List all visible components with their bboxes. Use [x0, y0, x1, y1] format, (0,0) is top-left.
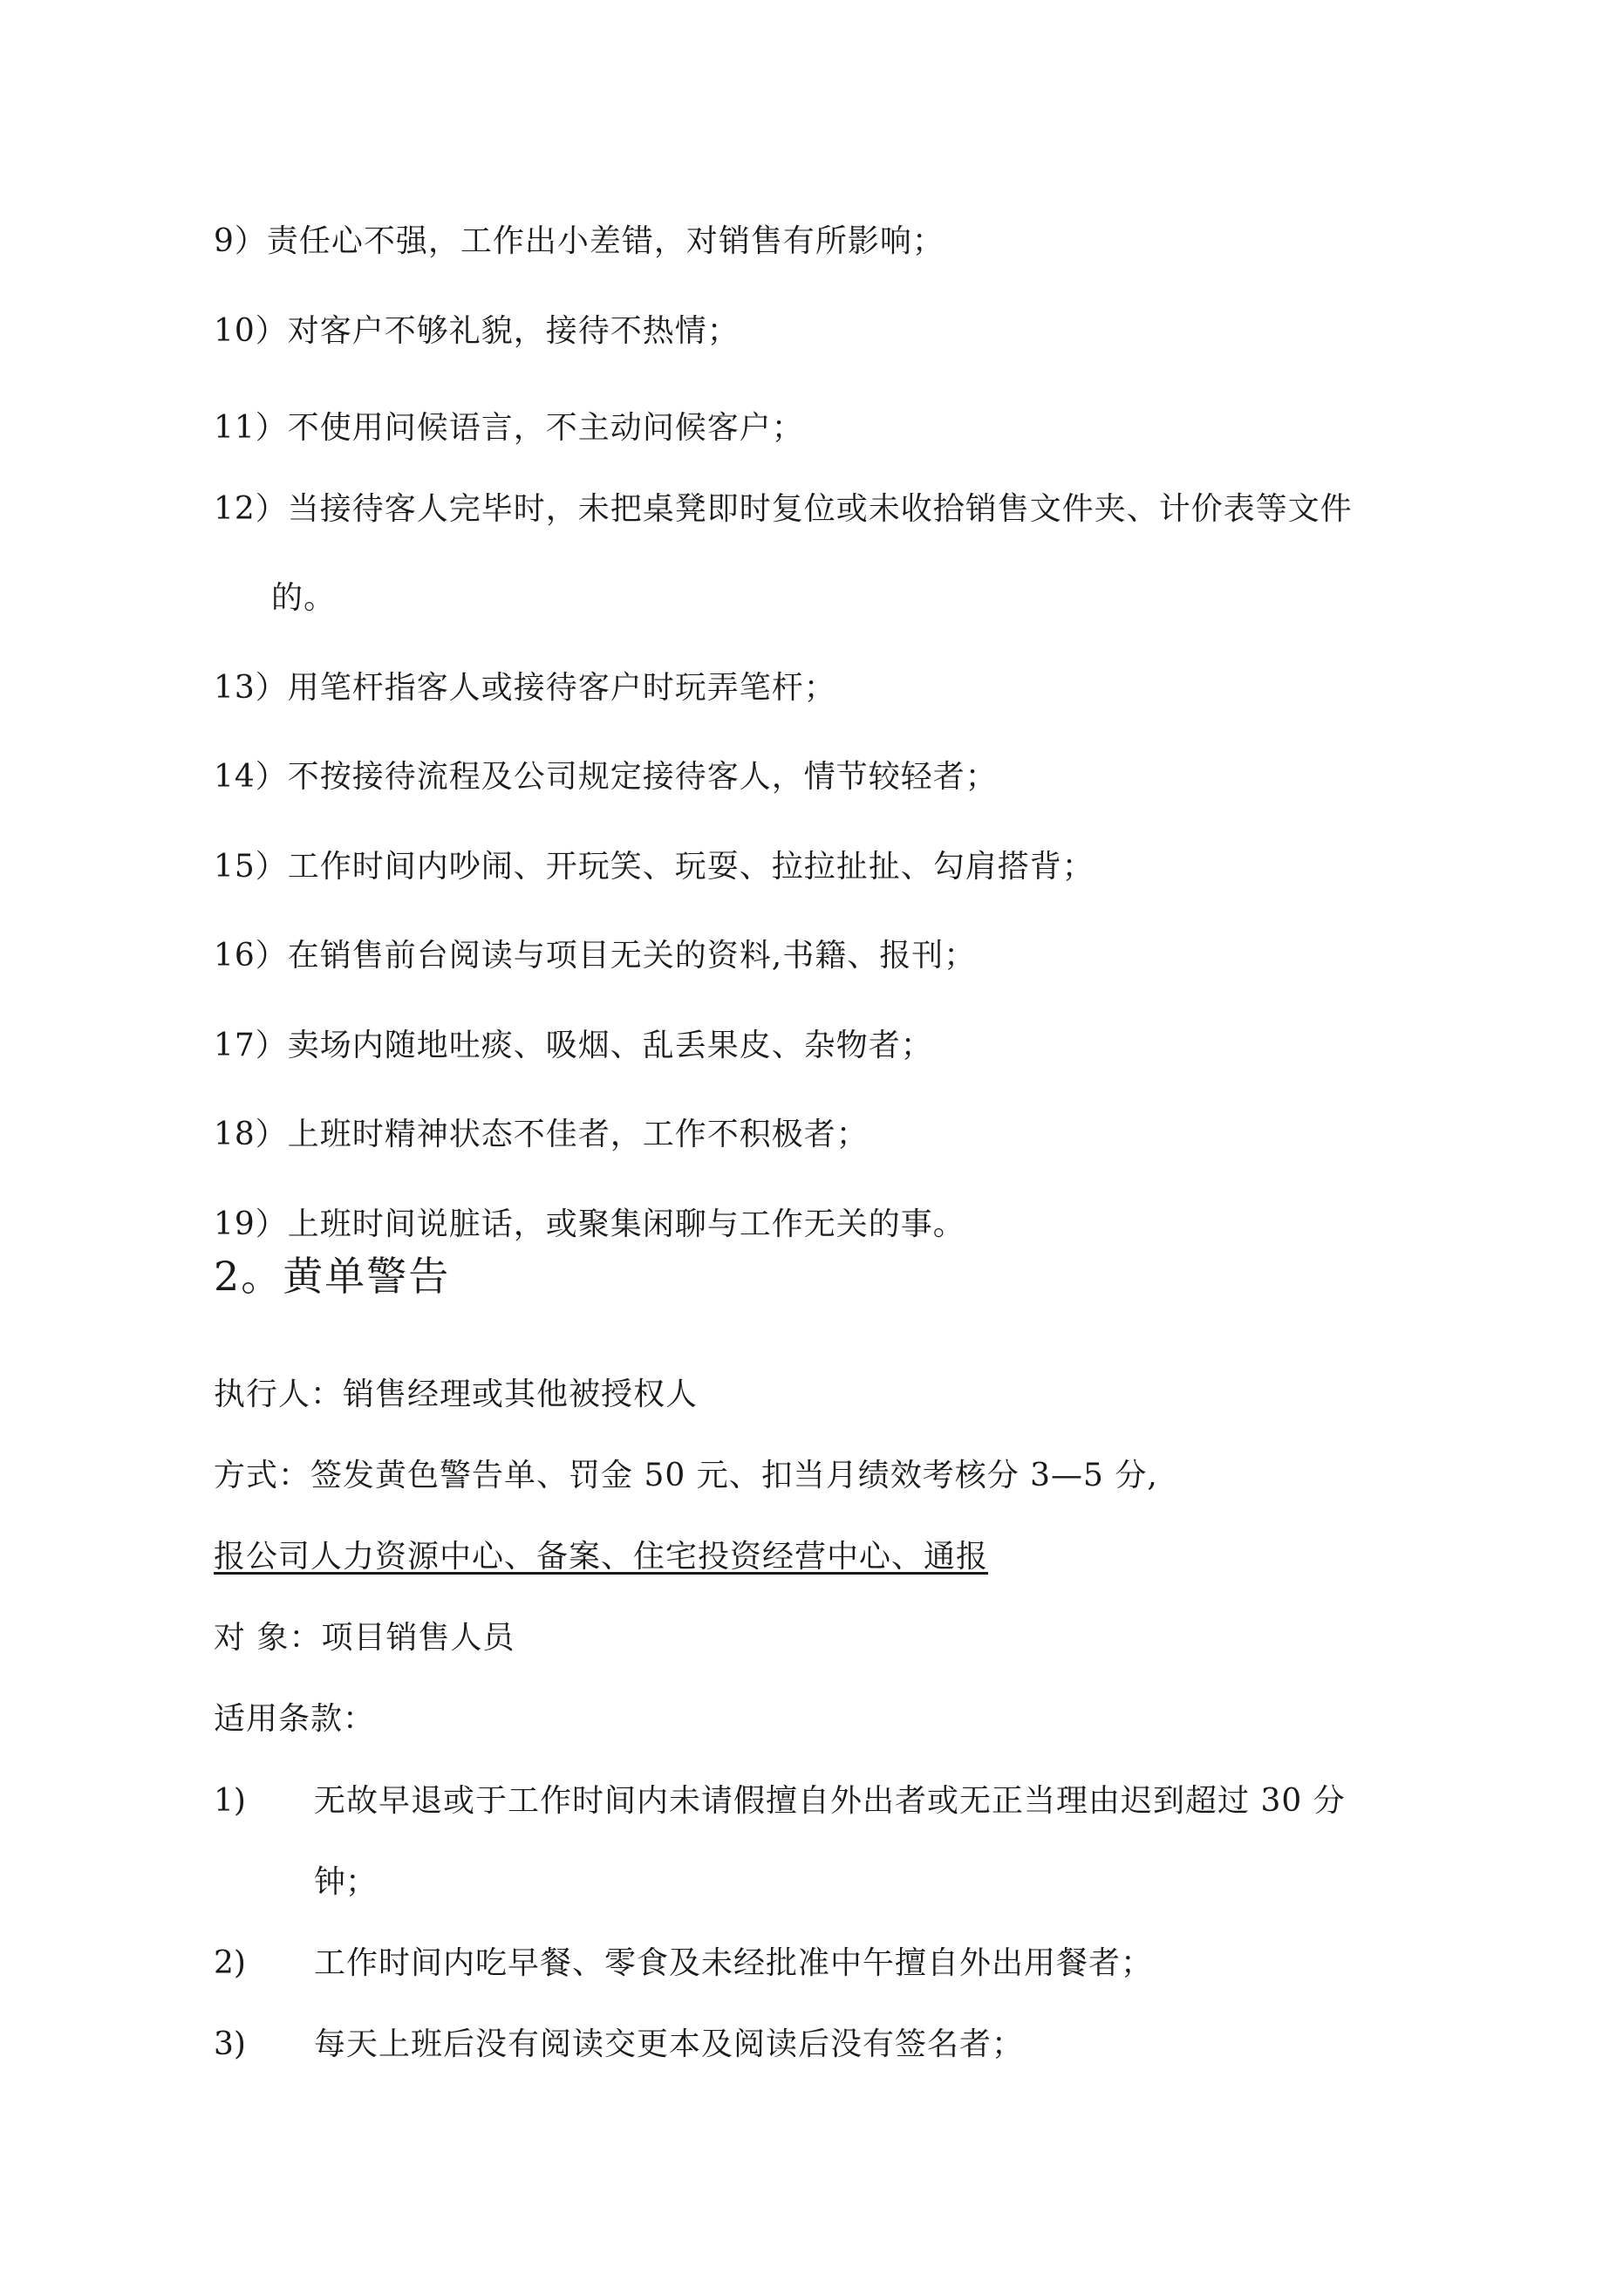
list-item: 13）用笔杆指客人或接待客户时玩弄笔杆；: [214, 670, 836, 706]
list-item: 11）不使用问候语言，不主动问候客户；: [214, 410, 804, 446]
section-heading: 2。黄单警告: [214, 1253, 451, 1300]
clause-text-continuation: 钟；: [314, 1864, 378, 1900]
clause-text: 工作时间内吃早餐、零食及未经批准中午擅自外出用餐者；: [314, 1945, 1154, 1981]
list-item: 16）在销售前台阅读与项目无关的资料,书籍、报刊；: [214, 938, 977, 974]
list-item: 14）不按接待流程及公司规定接待客人，情节较轻者；: [214, 759, 998, 795]
clause-text: 每天上班后没有阅读交更本及阅读后没有签名者；: [314, 2026, 1025, 2062]
clause-number: 1): [214, 1783, 246, 1819]
list-item: 17）卖场内随地吐痰、吸烟、乱丢果皮、杂物者；: [214, 1028, 933, 1063]
report-line: 报公司人力资源中心、备案、住宅投资经营中心、通报: [214, 1539, 989, 1575]
list-item: 12）当接待客人完毕时，未把桌凳即时复位或未收拾销售文件夹、计价表等文件: [214, 491, 1353, 527]
list-item: 15）工作时间内吵闹、开玩笑、玩耍、拉拉扯扯、勾肩搭背；: [214, 849, 1095, 885]
executor-line: 执行人：销售经理或其他被授权人: [214, 1377, 699, 1412]
list-item: 9）责任心不强，工作出小差错，对销售有所影响；: [214, 223, 944, 259]
list-item-continuation: 的。: [271, 580, 337, 616]
clause-number: 2): [214, 1945, 246, 1981]
list-item: 10）对客户不够礼貌，接待不热情；: [214, 313, 740, 349]
target-line: 对 象：项目销售人员: [214, 1620, 515, 1656]
clauses-label: 适用条款：: [214, 1701, 376, 1737]
method-line: 方式：签发黄色警告单、罚金 50 元、扣当月绩效考核分 3—5 分,: [214, 1458, 1158, 1493]
clause-text: 无故早退或于工作时间内未请假擅自外出者或无正当理由迟到超过 30 分: [314, 1783, 1346, 1819]
list-item: 19）上班时间说脏话，或聚集闲聊与工作无关的事。: [214, 1206, 965, 1242]
clause-number: 3): [214, 2026, 246, 2062]
list-item: 18）上班时精神状态不佳者，工作不积极者；: [214, 1117, 869, 1152]
